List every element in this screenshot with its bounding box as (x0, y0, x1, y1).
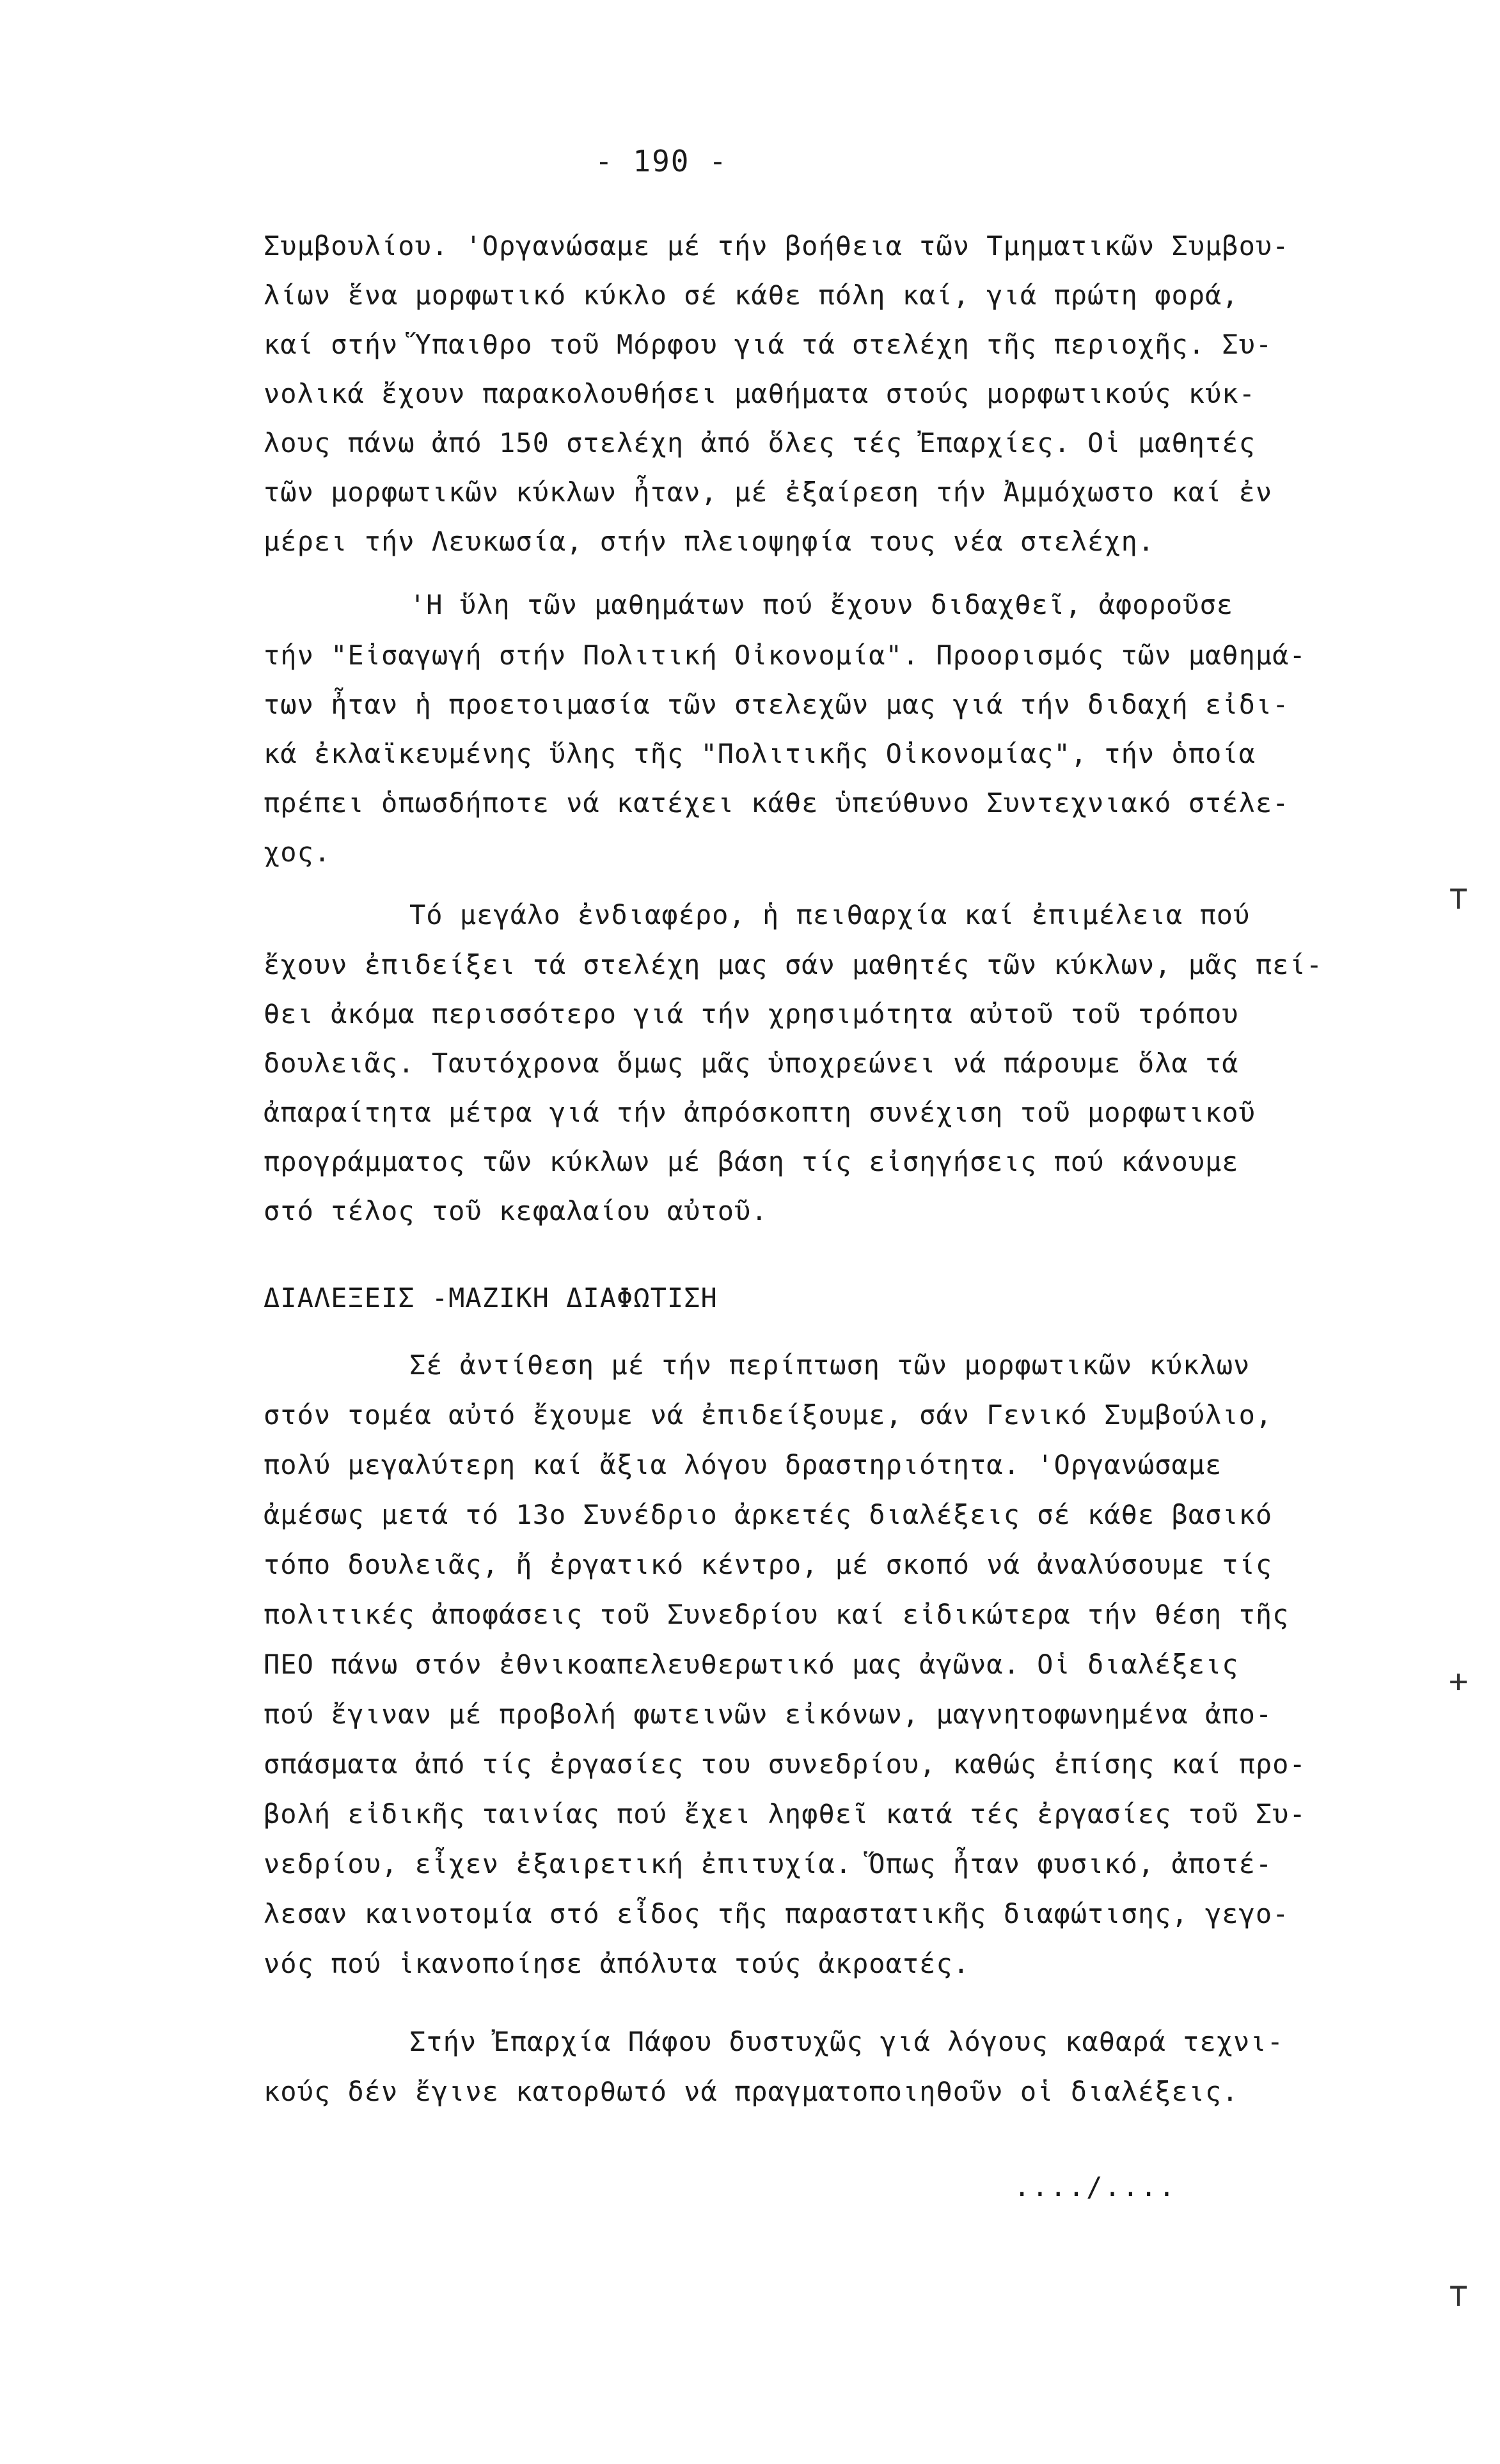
page-number: - 190 - (595, 144, 728, 178)
body-line: ἀμέσως μετά τό 13ο Συνέδριο ἀρκετές διαλέξεις σέ κάθε βασικό (264, 1499, 1273, 1530)
body-line: βολή εἰδικῆς ταινίας πού ἔχει ληφθεῖ κατά τές ἐργασίες τοῦ Συ- (264, 1798, 1306, 1830)
section-heading: ΔΙΑΛΕΞΕΙΣ -ΜΑΖΙΚΗ ΔΙΑΦΩΤΙΣΗ (264, 1282, 718, 1314)
body-line: λίων ἕνα μορφωτικό κύκλο σέ κάθε πόλη καί, γιά πρώτη φορά, (264, 279, 1239, 311)
body-line: των ἦταν ἡ προετοιμασία τῶν στελεχῶν μας γιά τήν διδαχή εἰδι- (264, 689, 1290, 720)
margin-mark: ⊤ (1449, 879, 1469, 916)
body-line: πολύ μεγαλύτερη καί ἄξια λόγου δραστηριότητα. 'Οργανώσαμε (264, 1449, 1222, 1480)
body-line: Τό μεγάλο ἐνδιαφέρο, ἡ πειθαρχία καί ἐπιμέλεια πού (409, 899, 1251, 930)
body-line: 'Η ὕλη τῶν μαθημάτων πού ἔχουν διδαχθεῖ, ἀφοροῦσε (409, 589, 1234, 620)
body-line: τήν "Εἰσαγωγή στήν Πολιτική Οἰκονομία". Προορισμός τῶν μαθημά- (264, 640, 1306, 671)
body-line: λεσαν καινοτομία στό εἶδος τῆς παραστατικῆς διαφώτισης, γεγο- (264, 1898, 1290, 1929)
margin-mark: + (1449, 1663, 1469, 1700)
body-line: πρέπει ὁπωσδήποτε νά κατέχει κάθε ὑπεύθυνο Συντεχνιακό στέλε- (264, 787, 1290, 819)
body-line: Σέ ἀντίθεση μέ τήν περίπτωση τῶν μορφωτικῶν κύκλων (409, 1349, 1251, 1381)
body-line: λους πάνω ἀπό 150 στελέχη ἀπό ὅλες τές Ἐπαρχίες. Οἱ μαθητές (264, 427, 1256, 459)
body-line: προγράμματος τῶν κύκλων μέ βάση τίς εἰσηγήσεις πού κάνουμε (264, 1146, 1239, 1177)
body-line: τόπο δουλειᾶς, ἤ ἐργατικό κέντρο, μέ σκοπό νά ἀναλύσουμε τίς (264, 1549, 1273, 1580)
body-line: ΠΕΟ πάνω στόν ἐθνικοαπελευθερωτικό μας ἀγῶνα. Οἱ διαλέξεις (264, 1649, 1239, 1680)
body-line: δουλειᾶς. Ταυτόχρονα ὅμως μᾶς ὑποχρεώνει νά πάρουμε ὅλα τά (264, 1048, 1239, 1079)
body-line: ἔχουν ἐπιδείξει τά στελέχη μας σάν μαθητές τῶν κύκλων, μᾶς πεί- (264, 949, 1323, 980)
body-line: μέρει τήν Λευκωσία, στήν πλειοψηφία τους νέα στελέχη. (264, 526, 1155, 557)
body-line: Συμβουλίου. 'Οργανώσαμε μέ τήν βοήθεια τῶν Τμηματικῶν Συμβου- (264, 230, 1290, 262)
body-line: στό τέλος τοῦ κεφαλαίου αὐτοῦ. (264, 1195, 768, 1227)
body-line: θει ἀκόμα περισσότερο γιά τήν χρησιμότητα αὐτοῦ τοῦ τρόπου (264, 998, 1239, 1030)
body-line: κούς δέν ἔγινε κατορθωτό νά πραγματοποιηθοῦν οἱ διαλέξεις. (264, 2076, 1239, 2107)
body-line: καί στήν Ὕπαιθρο τοῦ Μόρφου γιά τά στελέχη τῆς περιοχῆς. Συ- (264, 329, 1273, 360)
body-line: κά ἐκλαϊκευμένης ὕλης τῆς "Πολιτικῆς Οἰκονομίας", τήν ὁποία (264, 738, 1256, 769)
body-line: νεδρίου, εἶχεν ἐξαιρετική ἐπιτυχία. Ὅπως ἦταν φυσικό, ἀποτέ- (264, 1848, 1273, 1879)
continuation-mark: ..../.... (1014, 2171, 1177, 2202)
body-line: νολικά ἔχουν παρακολουθήσει μαθήματα στούς μορφωτικούς κύκ- (264, 378, 1256, 409)
body-line: πού ἔγιναν μέ προβολή φωτεινῶν εἰκόνων, μαγνητοφωνημένα ἀπο- (264, 1699, 1273, 1730)
body-line: τῶν μορφωτικῶν κύκλων ἦταν, μέ ἐξαίρεση τήν Ἀμμόχωστο καί ἐν (264, 476, 1273, 508)
body-line: χος. (264, 836, 331, 868)
body-line: Στήν Ἐπαρχία Πάφου δυστυχῶς γιά λόγους καθαρά τεχνι- (409, 2026, 1284, 2057)
body-line: σπάσματα ἀπό τίς ἐργασίες του συνεδρίου, καθώς ἐπίσης καί προ- (264, 1748, 1306, 1780)
body-line: πολιτικές ἀποφάσεις τοῦ Συνεδρίου καί εἰδικώτερα τήν θέση τῆς (264, 1599, 1290, 1630)
body-line: στόν τομέα αὐτό ἔχουμε νά ἐπιδείξουμε, σάν Γενικό Συμβούλιο, (264, 1399, 1273, 1431)
body-line: νός πού ἱκανοποίησε ἀπόλυτα τούς ἀκροατές. (264, 1948, 970, 1979)
margin-mark: ⊤ (1449, 2277, 1469, 2314)
body-line: ἀπαραίτητα μέτρα γιά τήν ἀπρόσκοπτη συνέχιση τοῦ μορφωτικοῦ (264, 1097, 1256, 1128)
